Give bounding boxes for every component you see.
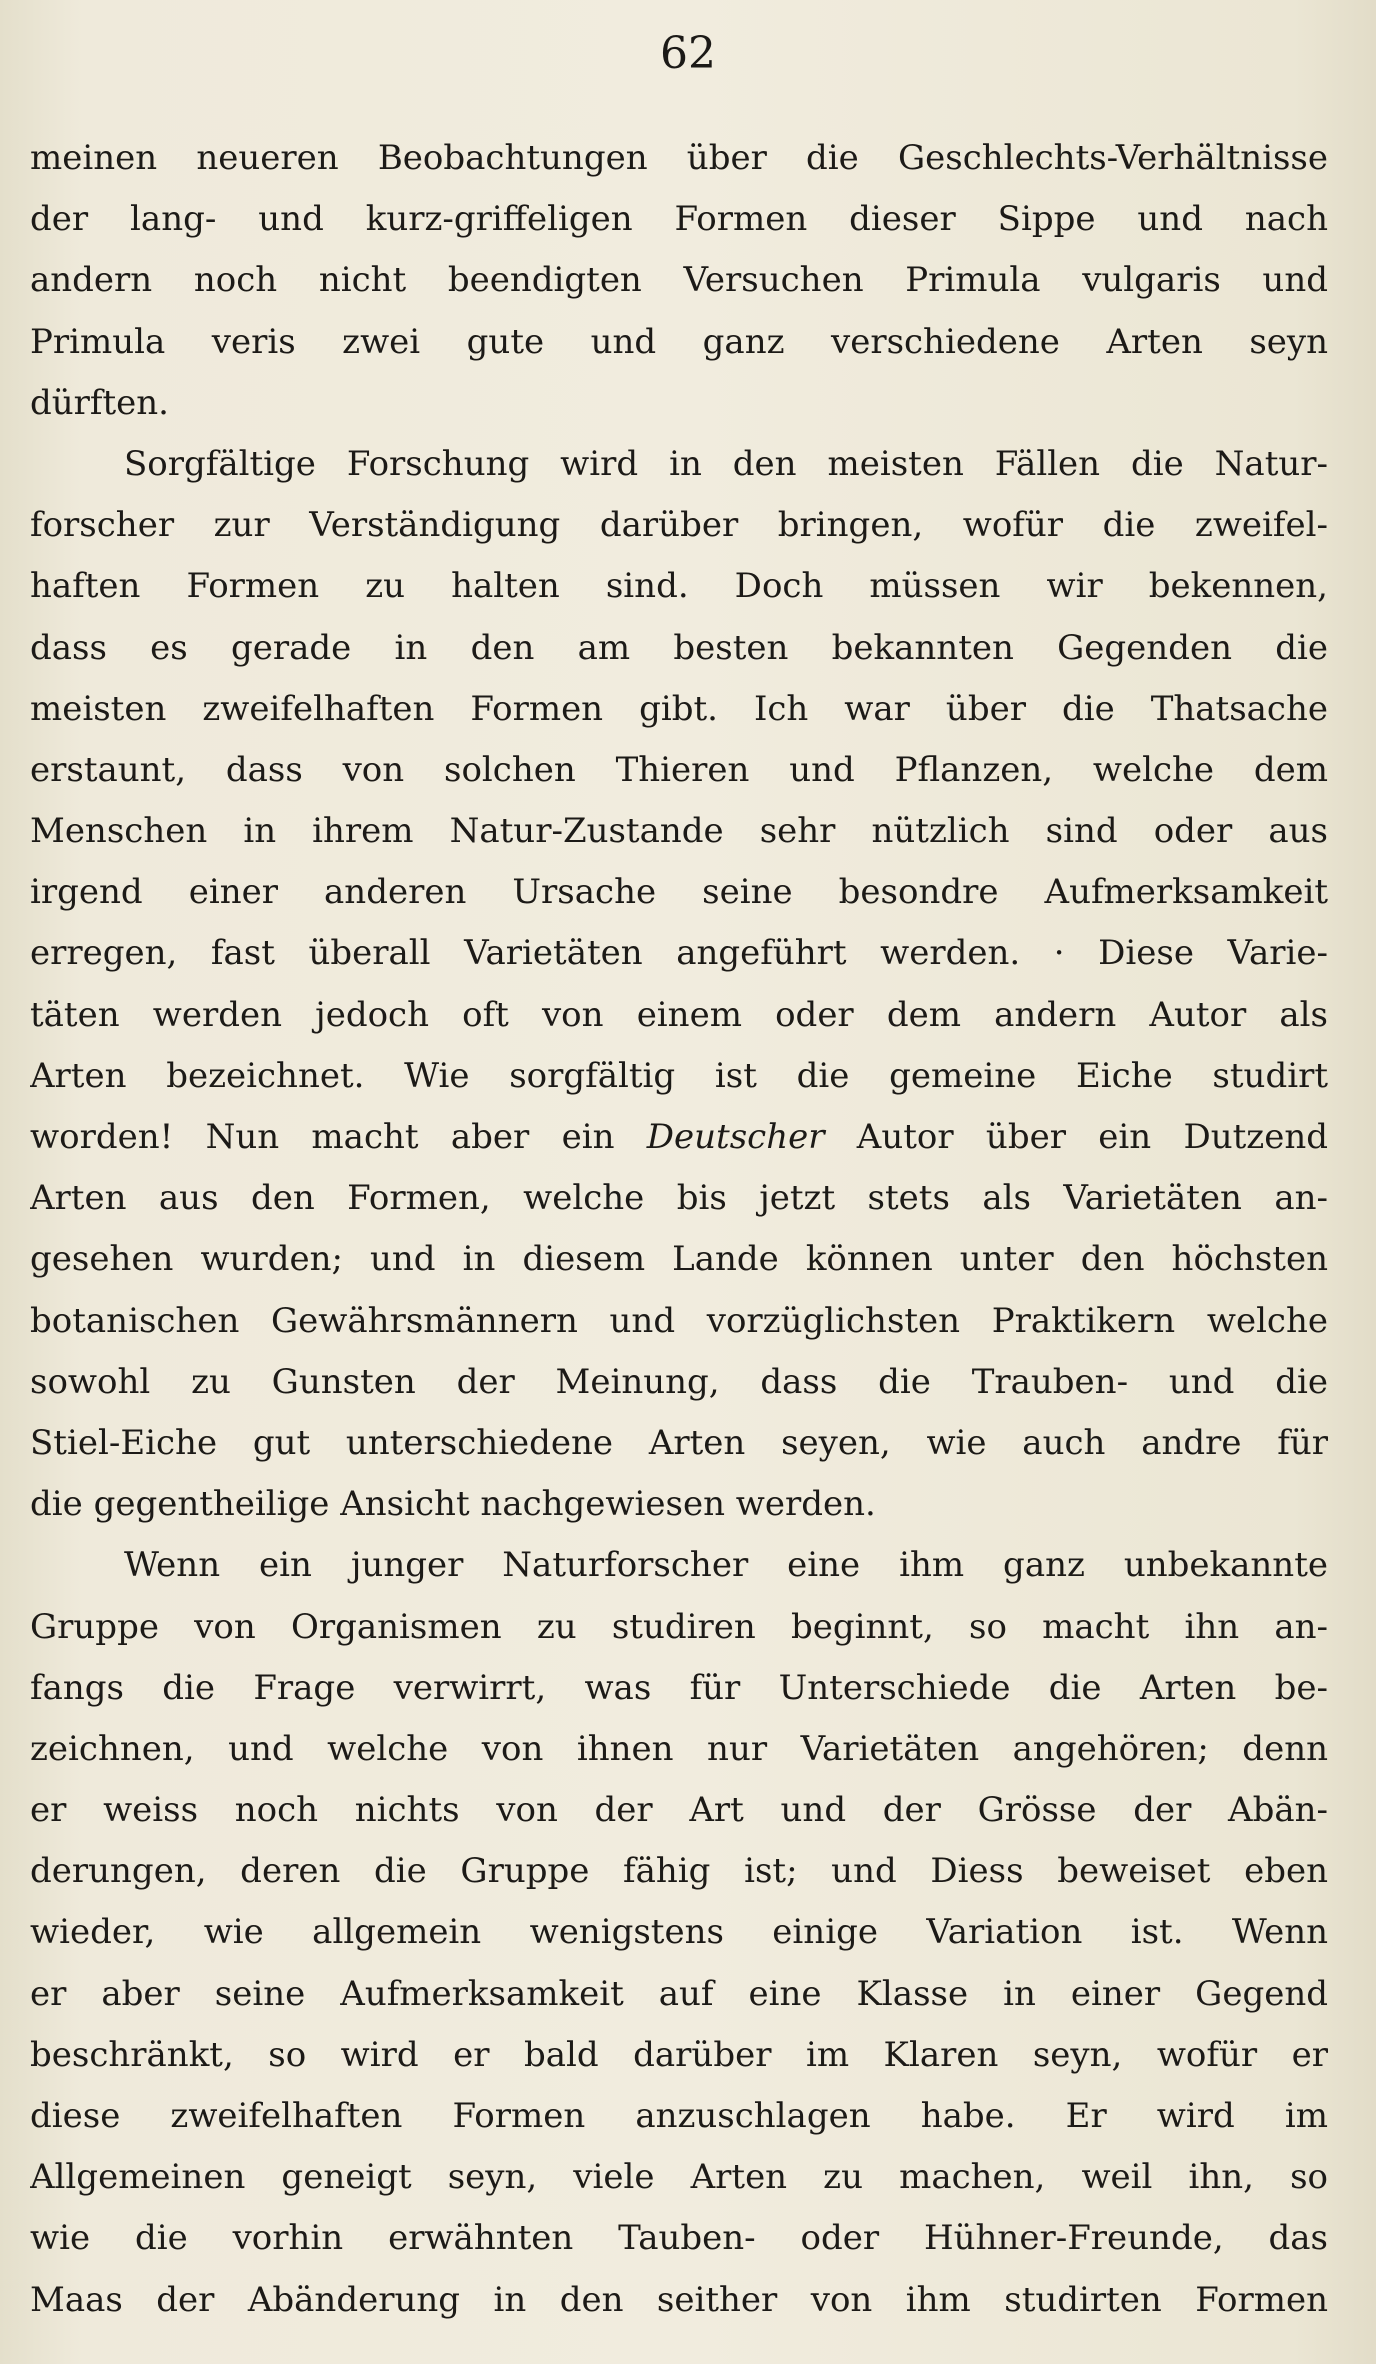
page-number: 62 [660, 28, 716, 79]
text-line: Menschen in ihrem Natur-Zustande sehr nützlich sind oder aus [30, 811, 1328, 852]
text-line: fangs die Frage verwirrt, was für Unterschiede die Arten be- [30, 1667, 1328, 1708]
paragraph-2 [30, 434, 1328, 1535]
text-line: beschränkt, so wird er bald darüber im Klaren seyn, wofür er [30, 2034, 1328, 2075]
text-line: gesehen wurden; und in diesem Lande können unter den höchsten [30, 1239, 1328, 1280]
text-line: diese zweifelhaften Formen anzuschlagen habe. Er wird im [30, 2096, 1328, 2136]
text-line: erregen, fast überall Varietäten angeführt werden. · Diese Varie- [30, 933, 1328, 974]
text-line: dürften. [30, 382, 169, 423]
text-line: Wenn ein junger Naturforscher eine ihm ganz unbekannte [124, 1545, 1328, 1586]
text-line: wieder, wie allgemein wenigstens einige Variation ist. Wenn [30, 1912, 1328, 1953]
text-line: täten werden jedoch oft von einem oder dem andern Autor als [30, 994, 1328, 1035]
text-line: haften Formen zu halten sind. Doch müssen wir bekennen, [30, 566, 1328, 607]
text-line: meinen neueren Beobachtungen über die Geschlechts-Verhältnisse [30, 138, 1328, 178]
text-line: erstaunt, dass von solchen Thieren und Pflanzen, welche dem [30, 749, 1328, 790]
text-line: Primula veris zwei gute und ganz verschiedene Arten seyn [30, 321, 1328, 362]
text-line: er aber seine Aufmerksamkeit auf eine Klasse in einer Gegend [30, 1973, 1328, 2014]
text-line: worden! Nun macht aber ein Deutscher Autor über ein Dutzend [30, 1117, 1328, 1157]
emphasized-word: Deutscher [646, 1117, 825, 1157]
text-line: Arten bezeichnet. Wie sorgfältig ist die gemeine Eiche studirt [30, 1055, 1328, 1096]
text-line: der lang- und kurz-griffeligen Formen dieser Sippe und nach [30, 199, 1328, 240]
paragraph-1 [30, 128, 1328, 434]
text-line: forscher zur Verständigung darüber bringen, wofür die zweifel- [30, 505, 1328, 546]
text-line: meisten zweifelhaften Formen gibt. Ich war über die Thatsache [30, 688, 1328, 729]
text-line: botanischen Gewährsmännern und vorzüglichsten Praktikern welche [30, 1300, 1328, 1341]
text-line: die gegentheilige Ansicht nachgewiesen werden. [30, 1484, 876, 1525]
text-line: er weiss noch nichts von der Art und der Grösse der Abän- [30, 1790, 1328, 1831]
paragraph-3 [30, 1535, 1328, 2330]
text-line: Maas der Abänderung in den seither von ihm studirten Formen [30, 2279, 1328, 2320]
body-text [30, 128, 1328, 2331]
text-line: derungen, deren die Gruppe fähig ist; und Diess beweiset eben [30, 1851, 1328, 1892]
text-line: Stiel-Eiche gut unterschiedene Arten seyen, wie auch andre für [30, 1422, 1328, 1463]
text-line: wie die vorhin erwähnten Tauben- oder Hühner-Freunde, das [30, 2218, 1328, 2259]
text-line: irgend einer anderen Ursache seine besondre Aufmerksamkeit [30, 872, 1328, 913]
text-line: Allgemeinen geneigt seyn, viele Arten zu machen, weil ihn, so [30, 2157, 1328, 2198]
text-line: dass es gerade in den am besten bekannten Gegenden die [30, 627, 1328, 668]
text-line: andern noch nicht beendigten Versuchen Primula vulgaris und [30, 260, 1328, 301]
text-line: Arten aus den Formen, welche bis jetzt stets als Varietäten an- [30, 1178, 1328, 1219]
text-line: zeichnen, und welche von ihnen nur Varietäten angehören; denn [30, 1728, 1328, 1769]
text-line: Gruppe von Organismen zu studiren beginnt, so macht ihn an- [30, 1606, 1328, 1647]
text-line: sowohl zu Gunsten der Meinung, dass die Trauben- und die [30, 1361, 1328, 1402]
text-line: Sorgfältige Forschung wird in den meisten Fällen die Natur- [124, 443, 1328, 484]
